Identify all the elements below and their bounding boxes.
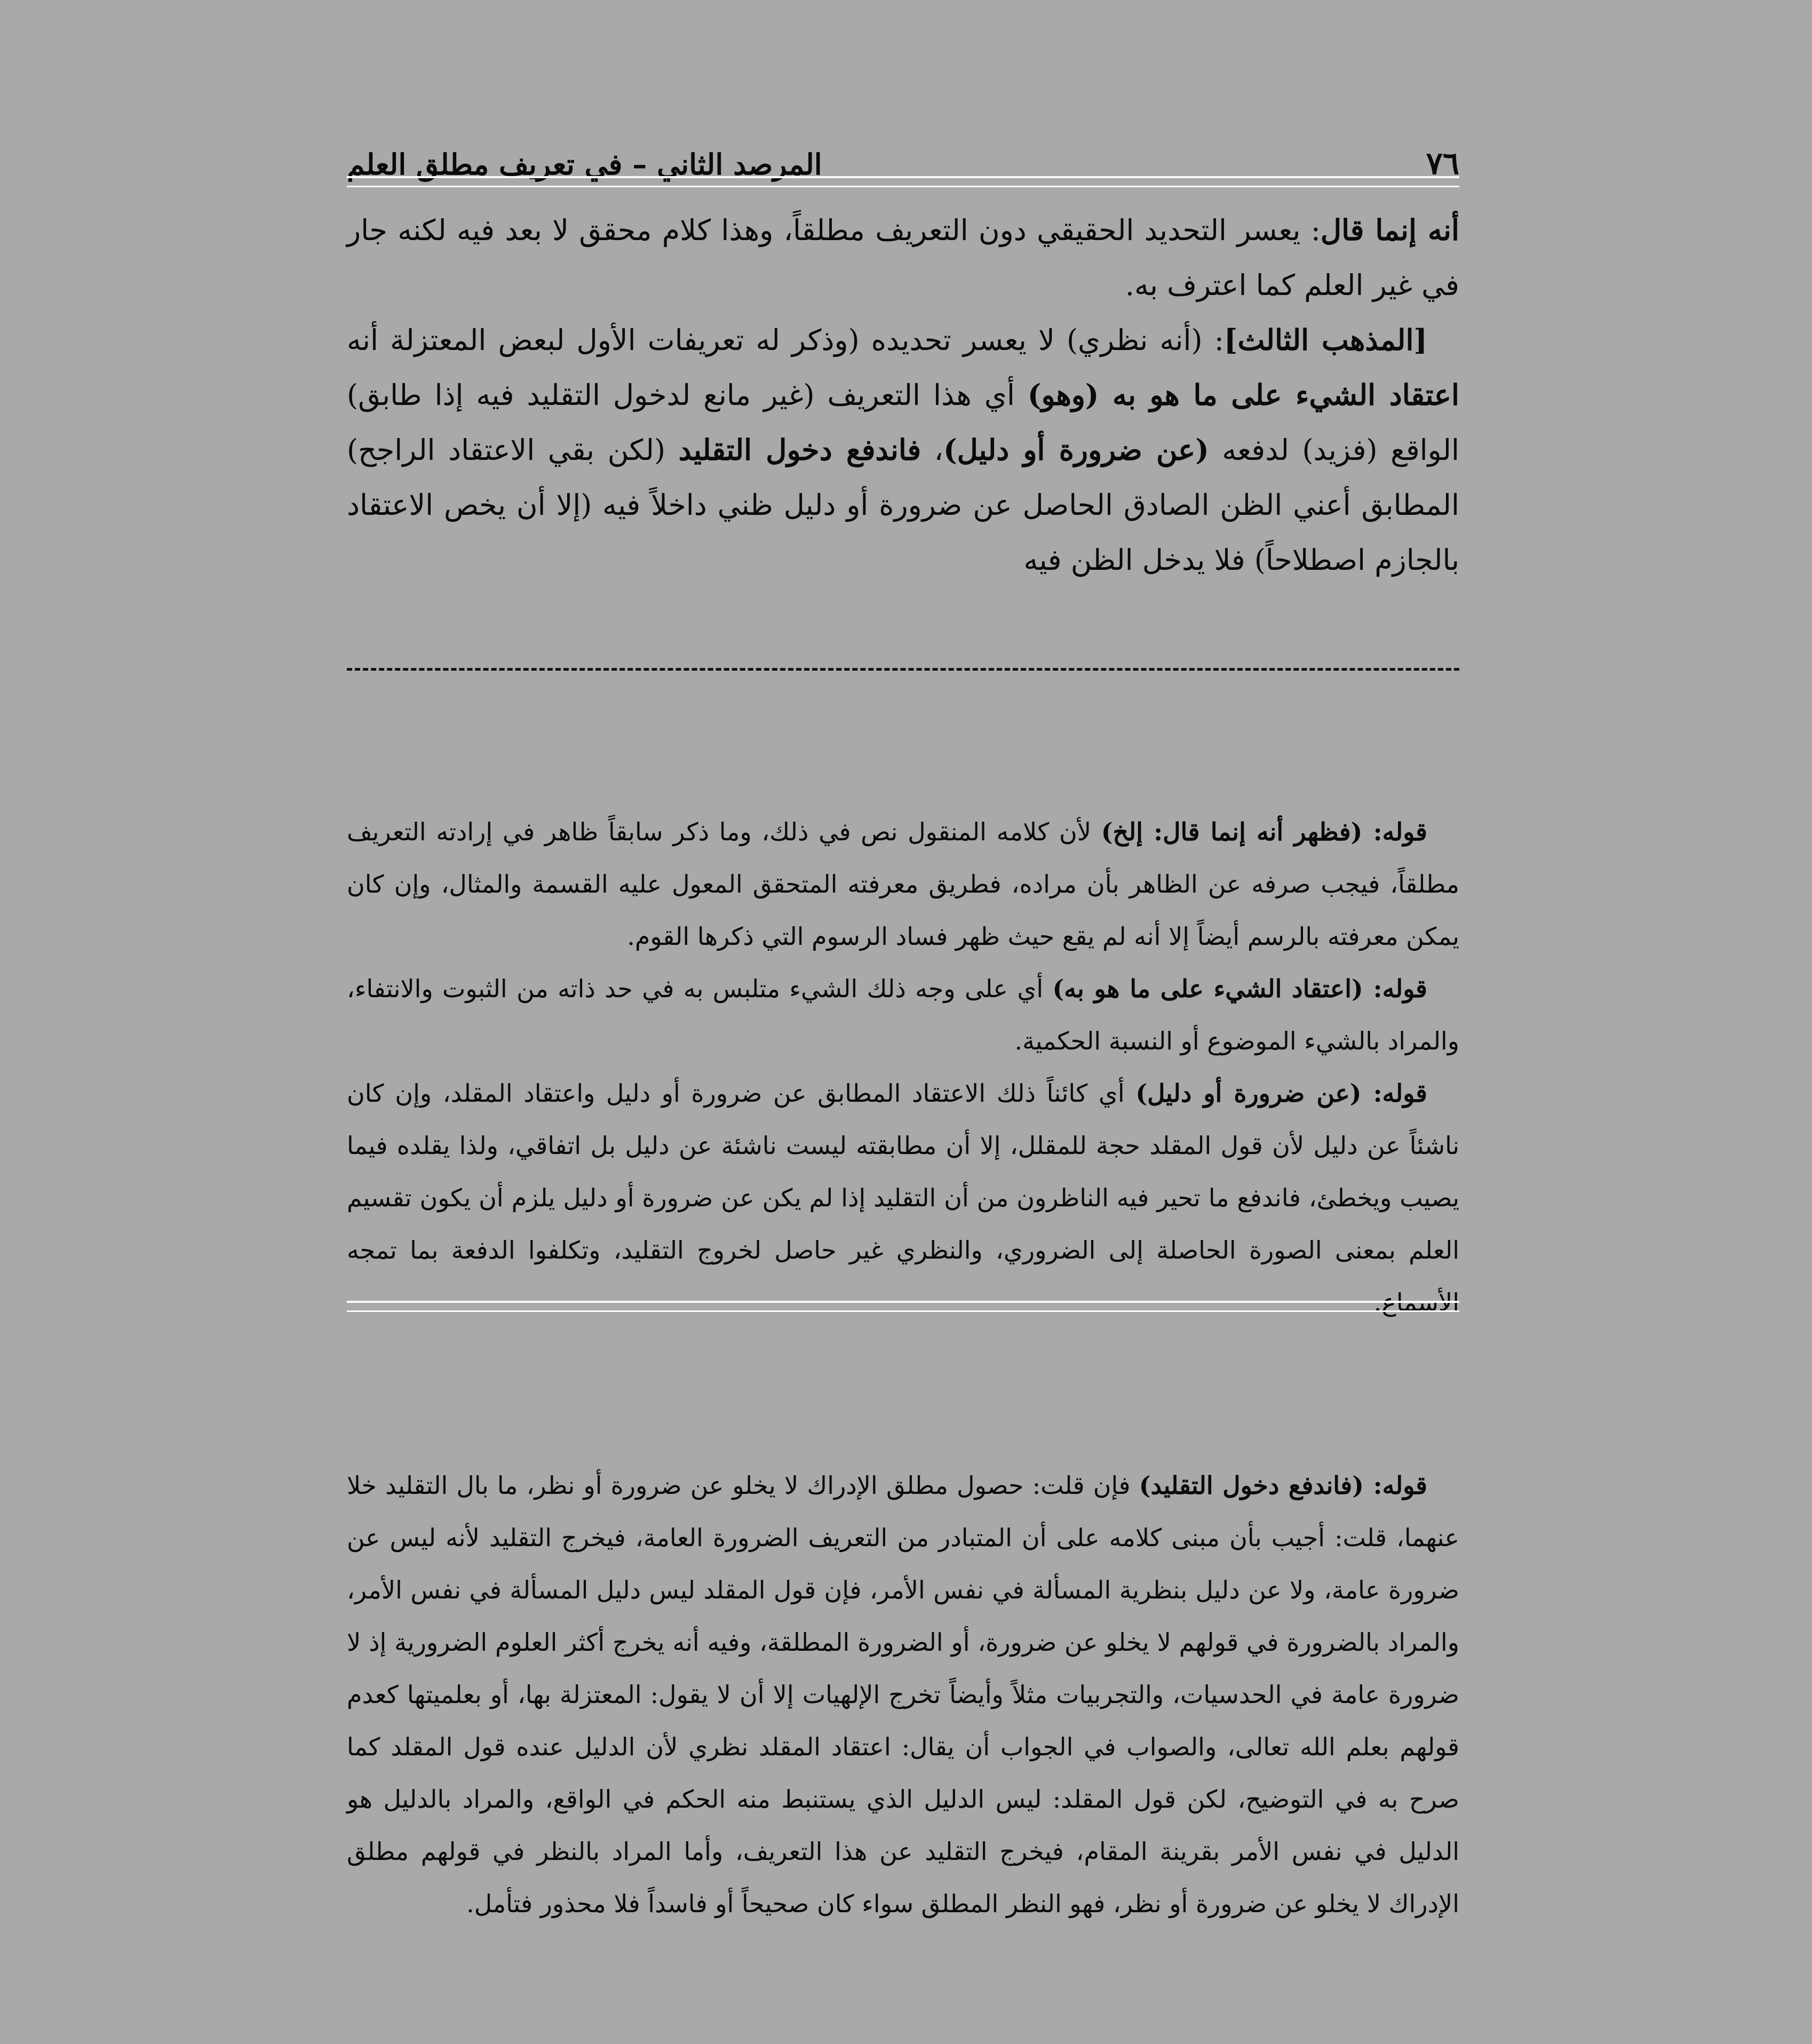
commentary-second (347, 1459, 1459, 1930)
commentary-paragraph (347, 1459, 1459, 1930)
text-run: أي كائناً ذلك الاعتقاد المطابق عن ضرورة أو دليل واعتقاد المقلد، وإن كان ناشئاً عن دليل لأن قول المقلد حجة للمقلل، إلا أن مطابقته ليست ناشئة عن دليل بل اتفاقي، ولذا يقلده فيما يصيب ويخطئ، فاندفع ما تحير فيه الناظرون من أن التقليد إذا لم يكن عن ضرورة أو دليل يلزم أن يكون تقسيم العلم بمعنى الصورة الحاصلة إلى الضروري، والنظري غير حاصل لخروج التقليد، وتكلفوا الدفعة بما تمجه الأسماع. (347, 1079, 1459, 1317)
text-run: أي هذا التعريف (غير مانع لدخول التقليد فيه إذا طابق) الواقع (فزيد) لدفعه (347, 378, 1459, 467)
commentary-divider (347, 1301, 1459, 1312)
main-paragraph-1 (347, 203, 1459, 313)
text-run: لأن كلامه المنقول نص في ذلك، وما ذكر سابقاً ظاهر في إرادته التعريف مطلقاً، فيجب صرفه عن الظاهر بأن مراده، فطريق معرفته المتحقق المعول عليه القسمة والمثال، وإن كان يمكن معرفته بالرسم أيضاً إلا أنه لم يقع حيث ظهر فساد الرسوم التي ذكرها القوم. (347, 817, 1459, 951)
page-number: ٧٦ (1426, 145, 1459, 181)
text-run: فإن قلت: حصول مطلق الإدراك لا يخلو عن ضرورة أو نظر، ما بال التقليد خلا عنهما، قلت: أجيب بأن مبنى كلامه على أن المتبادر من التعريف الضرورة العامة، فيخرج التقليد لأنه ليس عن ضرورة عامة، ولا عن دليل بنظرية المسألة في نفس الأمر، فإن قول المقلد ليس دليل المسألة في نفس الأمر، والمراد بالضرورة في قولهم لا يخلو عن ضرورة، أو الضرورة المطلقة، وفيه أنه يخرج أكثر العلوم الضرورية إذ لا ضرورة عامة في الحدسيات، والتجربيات مثلاً وأيضاً تخرج الإلهيات إلا أن لا يقول: المعتزلة بها، أو بعلميتها كعدم قولهم بعلم الله تعالى، والصواب في الجواب أن يقال: اعتقاد المقلد نظري لأن الدليل عنده قول المقلد كما صرح به في التوضيح، لكن قول المقلد: ليس الدليل الذي يستنبط منه الحكم في الواقع، والمراد بالدليل هو الدليل في نفس الأمر بقرينة المقام، فيخرج التقليد عن هذا التعريف، وأما المراد بالنظر في قولهم مطلق الإدراك لا يخلو عن ضرورة أو نظر، فهو النظر المطلق سواء كان صحيحاً أو فاسداً فلا محذور فتأمل. (347, 1471, 1459, 1918)
text-run: (لكن بقي الاعتقاد الراجح) المطابق أعني الظن الصادق الحاصل عن ضرورة أو دليل ظني داخلاً فيه (إلا أن يخص الاعتقاد بالجازم اصطلاحاً) فلا يدخل الظن فيه (347, 433, 1459, 577)
commentary-paragraph (347, 963, 1459, 1067)
text-run: قوله: (فظهر أنه إنما قال: إلخ) (1101, 817, 1427, 846)
commentary-paragraph (347, 1067, 1459, 1329)
text-run: فاندفع دخول التقليد (678, 433, 921, 467)
section-divider (347, 668, 1459, 671)
text-run: أي على وجه ذلك الشيء متلبس به في حد ذاته من الثبوت والانتفاء، والمراد بالشيء الموضوع أو النسبة الحكمية. (347, 974, 1459, 1055)
text-run: قوله: (اعتقاد الشيء على ما هو به) (1052, 974, 1427, 1003)
running-header (347, 123, 1459, 181)
text-run: قوله: (عن ضرورة أو دليل) (1135, 1079, 1427, 1108)
commentary-first (347, 806, 1459, 1329)
text-run: [المذهب الثالث] (1223, 323, 1427, 357)
main-text (347, 203, 1459, 587)
text-run: : يعسر التحديد الحقيقي دون التعريف مطلقاً، وهذا كلام محقق لا بعد فيه لكنه جار في غير العلم كما اعترف به. (347, 213, 1459, 302)
main-paragraph-2 (347, 313, 1459, 587)
text-run: ، (921, 433, 944, 467)
text-run: : (أنه نظري) لا يعسر تحديده (وذكر له تعريفات الأول لبعض المعتزلة أنه (347, 323, 1224, 357)
text-run: أنه إنما قال (1320, 213, 1459, 247)
text-run: (عن ضرورة أو دليل) (943, 433, 1209, 467)
chapter-title: المرصد الثاني – في تعريف مطلق العلم (347, 147, 822, 181)
text-run: قوله: (فاندفع دخول التقليد) (1139, 1471, 1428, 1500)
book-page (347, 112, 1459, 1969)
header-rule (347, 176, 1459, 187)
commentary-paragraph (347, 806, 1459, 963)
text-run: اعتقاد الشيء على ما هو به (وهو) (1027, 378, 1459, 412)
